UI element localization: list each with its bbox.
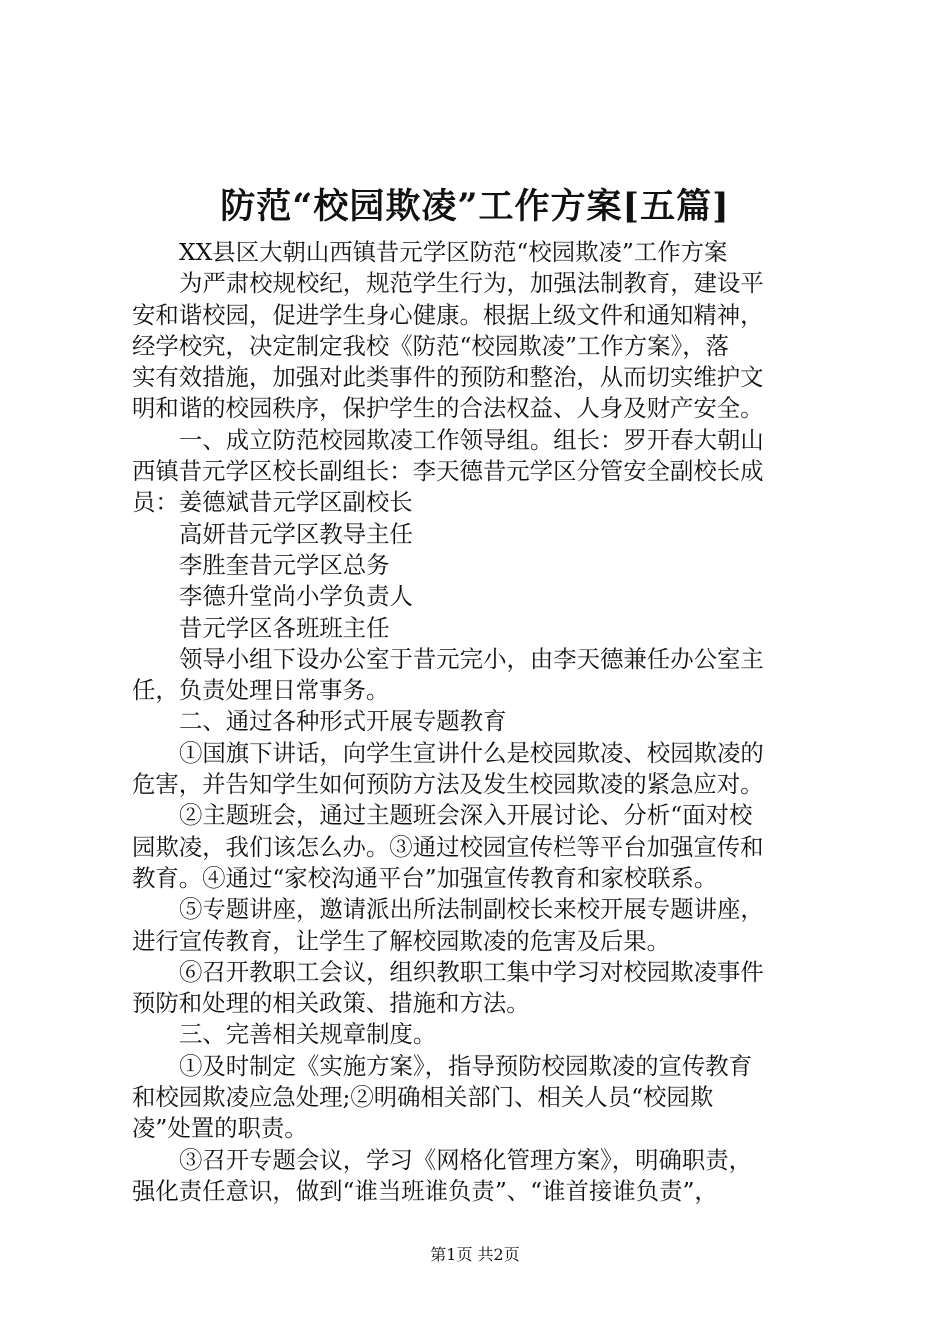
body-line: 强化责任意识，做到“谁当班谁负责”、“谁首接谁负责”， [132,1176,718,1205]
body-line: 安和谐校园，促进学生身心健康。根据上级文件和通知精神， [132,300,764,329]
body-line: 任，负责处理日常事务。 [132,676,390,705]
body-line: ⑥召开教职工会议，组织教职工集中学习对校园欺凌事件 [179,957,764,986]
body-line: 危害，并告知学生如何预防方法及发生校园欺凌的紧急应对。 [132,770,764,799]
body-line: ①及时制定《实施方案》，指导预防校园欺凌的宣传教育 [179,1051,753,1080]
body-line: ①国旗下讲话，向学生宣讲什么是校园欺凌、校园欺凌的 [179,738,764,767]
body-line: 二、通过各种形式开展专题教育 [179,707,507,736]
body-line: 西镇昔元学区校长副组长：李天德昔元学区分管安全副校长成 [132,457,764,486]
body-line: 为严肃校规校纪，规范学生行为，加强法制教育，建设平 [179,269,764,298]
body-line: 高妍昔元学区教导主任 [179,519,413,548]
body-line: 进行宣传教育，让学生了解校园欺凌的危害及后果。 [132,926,670,955]
body-line: 实有效措施，加强对此类事件的预防和整治，从而切实维护文 [132,363,764,392]
body-line: 园欺凌，我们该怎么办。③通过校园宣传栏等平台加强宣传和 [132,832,764,861]
body-line: 昔元学区各班班主任 [179,613,390,642]
body-line: ⑤专题讲座，邀请派出所法制副校长来校开展专题讲座， [179,895,764,924]
body-line: 教育。④通过“家校沟通平台”加强宣传教育和家校联系。 [132,863,718,892]
body-line: 领导小组下设办公室于昔元完小，由李天德兼任办公室主 [179,644,764,673]
body-line: 经学校究，决定制定我校《防范“校园欺凌”工作方案》，落 [132,331,729,360]
body-line: 李胜奎昔元学区总务 [179,550,390,579]
body-line: 一、成立防范校园欺凌工作领导组。组长：罗开春大朝山 [179,425,764,454]
body-line: 预防和处理的相关政策、措施和方法。 [132,989,530,1018]
page-number-footer: 第1页 共2页 [430,1245,520,1264]
document-title: 防范“校园欺凌”工作方案[五篇] [220,186,730,227]
body-line: 明和谐的校园秩序，保护学生的合法权益、人身及财产安全。 [132,394,764,423]
body-line: 和校园欺凌应急处理;②明确相关部门、相关人员“校园欺 [132,1083,714,1112]
body-line: ②主题班会，通过主题班会深入开展讨论、分析“面对校 [179,801,753,830]
body-line: 凌”处置的职责。 [132,1114,308,1143]
body-line: 李德升堂尚小学负责人 [179,582,413,611]
body-line: 三、完善相关规章制度。 [179,1020,437,1049]
document-body [132,237,836,1207]
body-line: 员：姜德斌昔元学区副校长 [132,488,413,517]
body-line: XX县区大朝山西镇昔元学区防范“校园欺凌”工作方案 [179,238,728,266]
body-line: ③召开专题会议，学习《网格化管理方案》，明确职责， [179,1145,753,1174]
